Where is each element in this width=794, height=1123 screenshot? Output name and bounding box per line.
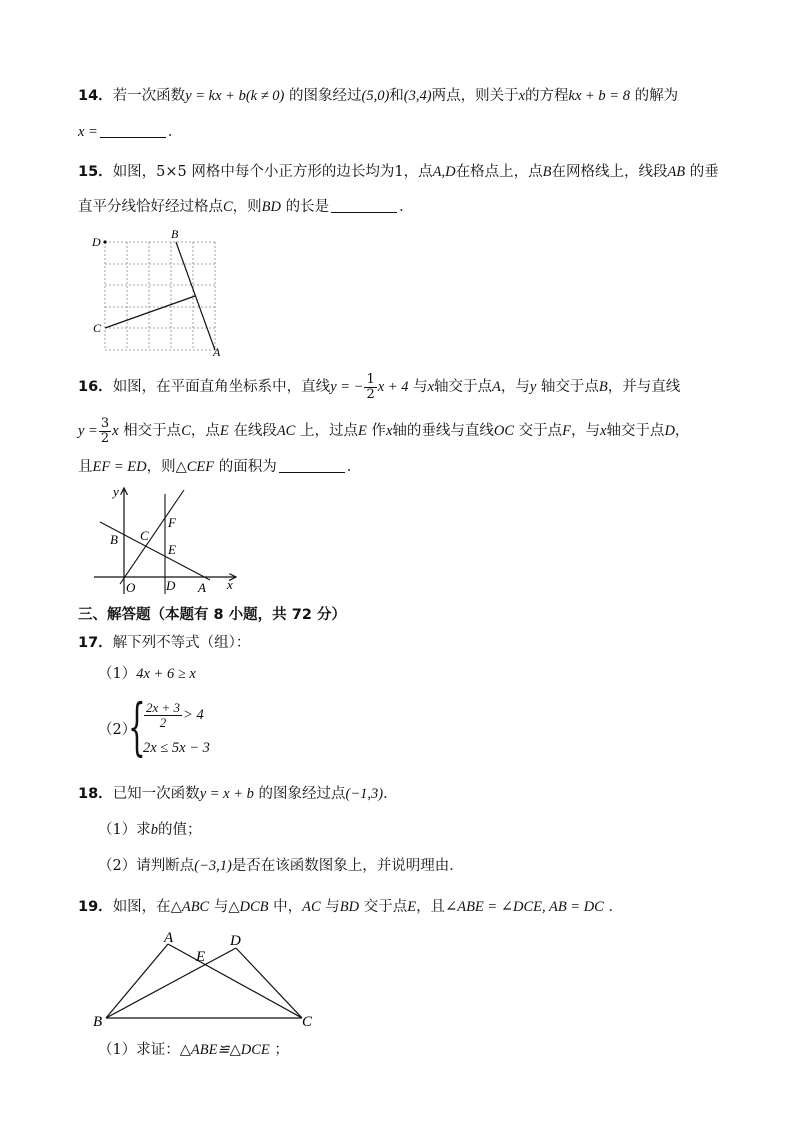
point-d [103,240,106,243]
q17-part2-ineq1: $\frac{2x + 3}{2}$ > 4 [146,699,204,730]
q15-line2: 直平分线恰好经过格点C，则BD 的长是 ． [78,199,414,215]
segment-c-perp [105,296,195,328]
segment-ab [176,242,215,350]
q18-part1: （1）求b的值； [98,822,202,838]
label-f: F [168,515,176,530]
q14-function: y = kx + b(k ≠ 0) [185,88,285,104]
label-d: D [92,235,101,249]
q17-part2-label: （2） [98,722,137,738]
q16-line3: 且EF = ED，则△CEF 的面积为 ． [78,459,362,475]
label-a: A [213,345,221,359]
label-e: E [196,949,206,965]
q18-line: 18．已知一次函数y = x + b 的图象经过点(−1,3)． [78,786,398,802]
q17-part2-ineq2: 2x ≤ 5x − 3 [143,740,210,756]
line-ab [100,522,210,580]
q19-part1: （1）求证：△ABE≌△DCE ； [98,1042,289,1058]
label-e: E [168,542,176,557]
q19-triangle-figure [90,928,320,1032]
q19-line: 19．如图，在△ABC 与△DCB 中，AC 与BD 交于点E，且∠ABE = ∠DCE, AB = DC ． [78,899,623,915]
label-b: B [110,532,118,547]
q14-answer-blank[interactable] [100,123,166,138]
q14-number: 14． [78,88,113,104]
label-c: C [302,1014,313,1030]
grid-lines [105,242,215,350]
q15-line1: 15．如图，5×5 网格中每个小正方形的边长均为1，点A,D在格点上，点B在网格线上，线段AB 的垂 [78,164,719,180]
q17-line: 17．解下列不等式（组）： [78,635,251,651]
q16-number: 16． [78,379,113,395]
q17-part1: （1）4x + 6 ≥ x [98,666,196,682]
q15-grid-figure [86,226,226,360]
q14-line2: x = ． [78,124,183,140]
q17-brace: { [128,690,146,763]
q18-part2: （2）请判断点(−3,1)是否在该函数图象上，并说明理由． [98,858,464,874]
section-3-heading: 三、解答题（本题有 8 小题，共 72 分） [78,607,346,623]
label-d: D [166,578,176,593]
segment-bd [106,948,236,1018]
label-b: B [171,227,179,241]
q16-answer-blank[interactable] [279,458,345,473]
q17-number: 17． [78,635,113,651]
q15-answer-blank[interactable] [331,198,397,213]
label-y: y [113,484,119,499]
label-d: D [230,933,241,949]
label-a: A [198,580,206,595]
q16-line1: 16．如图，在平面直角坐标系中，直线y = − $\frac{1}{2}$ x + 4 与x轴交于点A，与y 轴交于点B，并与直线 [78,371,681,402]
label-o: O [126,580,136,595]
q16-line2: y = $\frac{3}{2}$ x 相交于点C，点E 在线段AC 上，过点E 作x轴的垂线与直线OC 交于点F，与x轴交于点D， [78,415,690,446]
q14-line1: 14．若一次函数y = kx + b(k ≠ 0) 的图象经过(5,0)和(3,4)两点，则关于x的方程kx + b = 8 的解为 [78,88,679,104]
segment-dc [236,948,302,1018]
q19-number: 19． [78,899,113,915]
label-x: x [227,577,233,592]
q15-number: 15． [78,164,113,180]
q18-number: 18． [78,786,113,802]
label-c: C [93,321,102,335]
segment-ab [106,944,168,1018]
q16-coordinate-figure [90,482,250,598]
label-a: A [164,930,174,946]
label-c: C [140,528,149,543]
label-b: B [93,1014,103,1030]
segment-ac [168,944,302,1018]
